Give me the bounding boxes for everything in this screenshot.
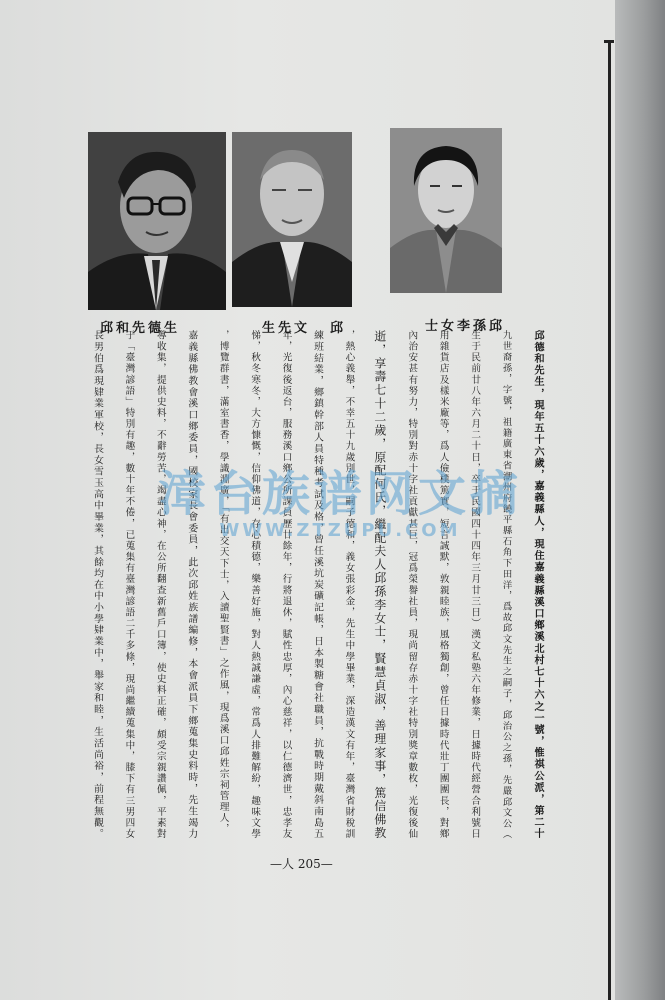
watermark-url: WWW.ZTZUPU.COM bbox=[219, 520, 461, 541]
portrait-qiu-dehe bbox=[88, 132, 226, 310]
text-column: ，博覽群書，滿室書香，學識淵廣，「有出交天下士，入讀聖賢書」之作風，現爲溪口邱姓宗祠管理人， bbox=[217, 330, 229, 835]
text-column: 用雜貨店及樣米廠等，爲人儉樸篤實，短言誠默，敦親睦族，風格獨創，曾任日據時代壯丁團團長，對鄉 bbox=[437, 330, 449, 840]
text-column: 逝，享壽七十二歲，原配何氏，繼配夫人邱孫李女士，賢慧貞淑，善理家事，篤信佛教 bbox=[372, 330, 387, 840]
margin-rule-hook bbox=[604, 40, 614, 49]
portrait-qiu-wen bbox=[232, 132, 352, 307]
text-column: 悌，秋冬寒冬，大方慷慨，信仰佛道，存心積德，樂善好施，對人熱誠謙虛，常爲人排難解紛，趣味文學 bbox=[249, 330, 261, 840]
portrait-qiu-sun-li bbox=[390, 128, 502, 293]
caption-photo1: 邱和先德生 bbox=[100, 321, 181, 336]
margin-rule bbox=[608, 40, 611, 1000]
text-column: 九世裔孫，字號，祖籍廣東省潮州府饒平縣石角下田洋，爲故邱文先生之嗣子，邱治公之孫，先嚴邱文公（ bbox=[500, 330, 512, 840]
text-column: 內治安甚有努力，特別對赤十字社貢獻甚巨，冠爲榮譽社員，現尚留存赤十字社特別獎章數枚，光復後仙 bbox=[406, 330, 418, 840]
text-column: 邱德和先生，現年五十六歲，嘉義縣人，現住嘉義縣溪口鄉溪北村七十六之一號，惟祺公派，第二十 bbox=[532, 330, 543, 840]
caption-photo2-name: 生先文 bbox=[262, 321, 311, 336]
page-number: —人 205— bbox=[270, 857, 333, 871]
text-column: 嘉義縣佛教會溪口鄉委員，國校家長會委員，此次邱姓族譜編修，本會派員下鄉蒐集史料時，先生竭力 bbox=[186, 330, 198, 840]
text-column: 長男伯爲現肄業軍校，長女雪玉高中畢業，其餘均在中小學肄業中，舉家和睦，生活尚裕，前程無觀。 bbox=[92, 330, 103, 840]
text-column: 生于民前廿八年六月二十日，卒于民國四十四年三月廿三日）漢文私塾六年修業，日據時代經營合利號日 bbox=[469, 330, 481, 840]
caption-photo2-surname: 邱 bbox=[330, 321, 347, 336]
caption-photo3: 士女李孫邱 bbox=[425, 319, 506, 334]
text-column: ，熱心義舉，不幸五十九歲別世，嗣子德和，義女張彩金，先生中學畢業，深造漢文有年，臺灣省財稅訓 bbox=[343, 330, 355, 840]
text-column: 于「臺灣諺語」特別有趣，數十年不倦，已蒐集有臺灣諺語二千多條，現尚繼續蒐集中，膝下有三男四女 bbox=[123, 330, 135, 840]
text-column: 導收集，提供史料，不辭勞苦，竭盡心神，在公所翻查新舊戶口簿，使史料正確，頗受宗親讚佩，平素對 bbox=[154, 330, 166, 840]
watermark-chinese: 漳台族谱网文摘 bbox=[157, 466, 522, 522]
text-column: 練班結業，鄉鎮幹部人員特種考試及格，曾任溪坑炭礦記帳，日本製糖會社職員，抗戰時期戴斜南島五 bbox=[312, 330, 323, 840]
book-binding bbox=[615, 0, 665, 1000]
text-column: 年，光復後返台，服務溪口鄉公所課員歷廿餘年，行將退休，賦性忠厚，內心慈祥，以仁德濟世，忠孝友 bbox=[280, 330, 292, 840]
